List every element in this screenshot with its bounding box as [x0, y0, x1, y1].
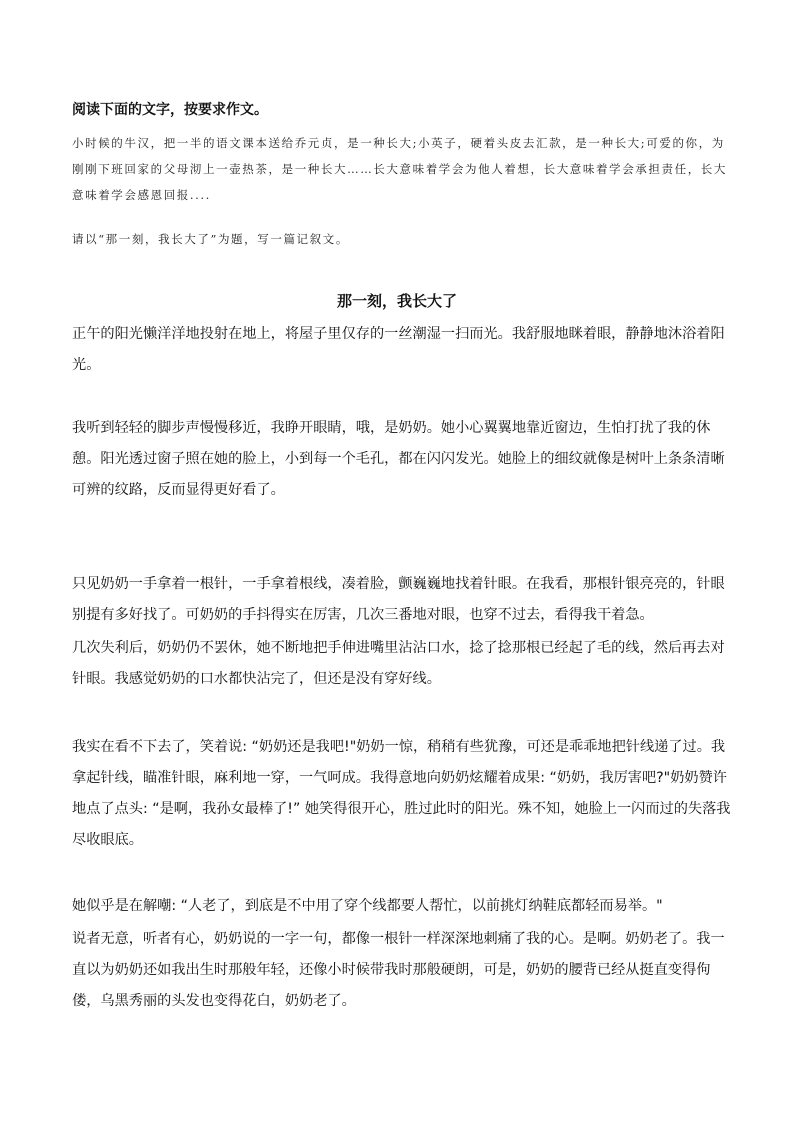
- essay-paragraph: 几次失利后，奶奶仍不罢休，她不断地把手伸进嘴里沾沾口水，捻了捻那根已经起了毛的线，然后再去对针眼。我感觉奶奶的口水都快沾完了，但还是没有穿好线。: [72, 640, 725, 687]
- essay-paragraph: 正午的阳光懒洋洋地投射在地上，将屋子里仅存的一丝潮湿一扫而光。我舒服地眯着眼，静静地沐浴着阳光。: [72, 326, 725, 373]
- essay-paragraph: 她似乎是在解嘲: “人老了，到底是不中用了穿个线都要人帮忙，以前挑灯纳鞋底都轻而易举。": [72, 898, 663, 914]
- prompt-task: 请以“那一刻，我长大了”为题，写一篇记叙文。: [72, 232, 349, 246]
- essay-paragraph: 我听到轻轻的脚步声慢慢移近，我睁开眼睛，哦，是奶奶。她小心翼翼地靠近窗边，生怕打扰了我的休憩。阳光透过窗子照在她的脸上，小到每一个毛孔，都在闪闪发光。她脸上的细纹就像是树叶上条条清晰可辨的纹路，反而显得更好看了。: [72, 420, 725, 498]
- essay-title: 那一刻，我长大了: [336, 292, 457, 310]
- essay-paragraph: 说者无意，听者有心，奶奶说的一字一句，都像一根针一样深深地刺痛了我的心。是啊。奶奶老了。我一直以为奶奶还如我出生时那般年轻，还像小时候带我时那般硬朗，可是，奶奶的腰背已经从挺直变得佝偻，乌黑秀丽的头发也变得花白，奶奶老了。: [72, 931, 725, 1009]
- prompt-material: 小时候的牛汉，把一半的语文课本送给乔元贞，是一种长大;小英子，硬着头皮去汇款，是一种长大;可爱的你，为刚刚下班回家的父母沏上一壶热茶，是一种长大……长大意味着学会为他人着想，长大意味着学会承担责任，长大意味着学会感恩回报....: [72, 136, 727, 202]
- prompt-heading: 阅读下面的文字，按要求作文。: [72, 102, 268, 118]
- essay-paragraph: 只见奶奶一手拿着一根针，一手拿着根线，凑着脸，颤巍巍地找着针眼。在我看，那根针银亮亮的，针眼别提有多好找了。可奶奶的手抖得实在厉害，几次三番地对眼，也穿不过去，看得我干着急。: [72, 576, 725, 623]
- essay-paragraph: 我实在看不下去了，笑着说: “奶奶还是我吧!"奶奶一惊，稍稍有些犹豫，可还是乖乖地把针线递了过。我拿起针线，瞄准针眼，麻利地一穿，一气呵成。我得意地向奶奶炫耀着成果: “奶奶，我厉害吧?"奶奶赞许地点了点头: “是啊，我孙女最棒了!” 她笑得很开心，胜过此时的阳光。殊不知，她脸上一闪而过的失落我尽收眼底。: [72, 739, 731, 848]
